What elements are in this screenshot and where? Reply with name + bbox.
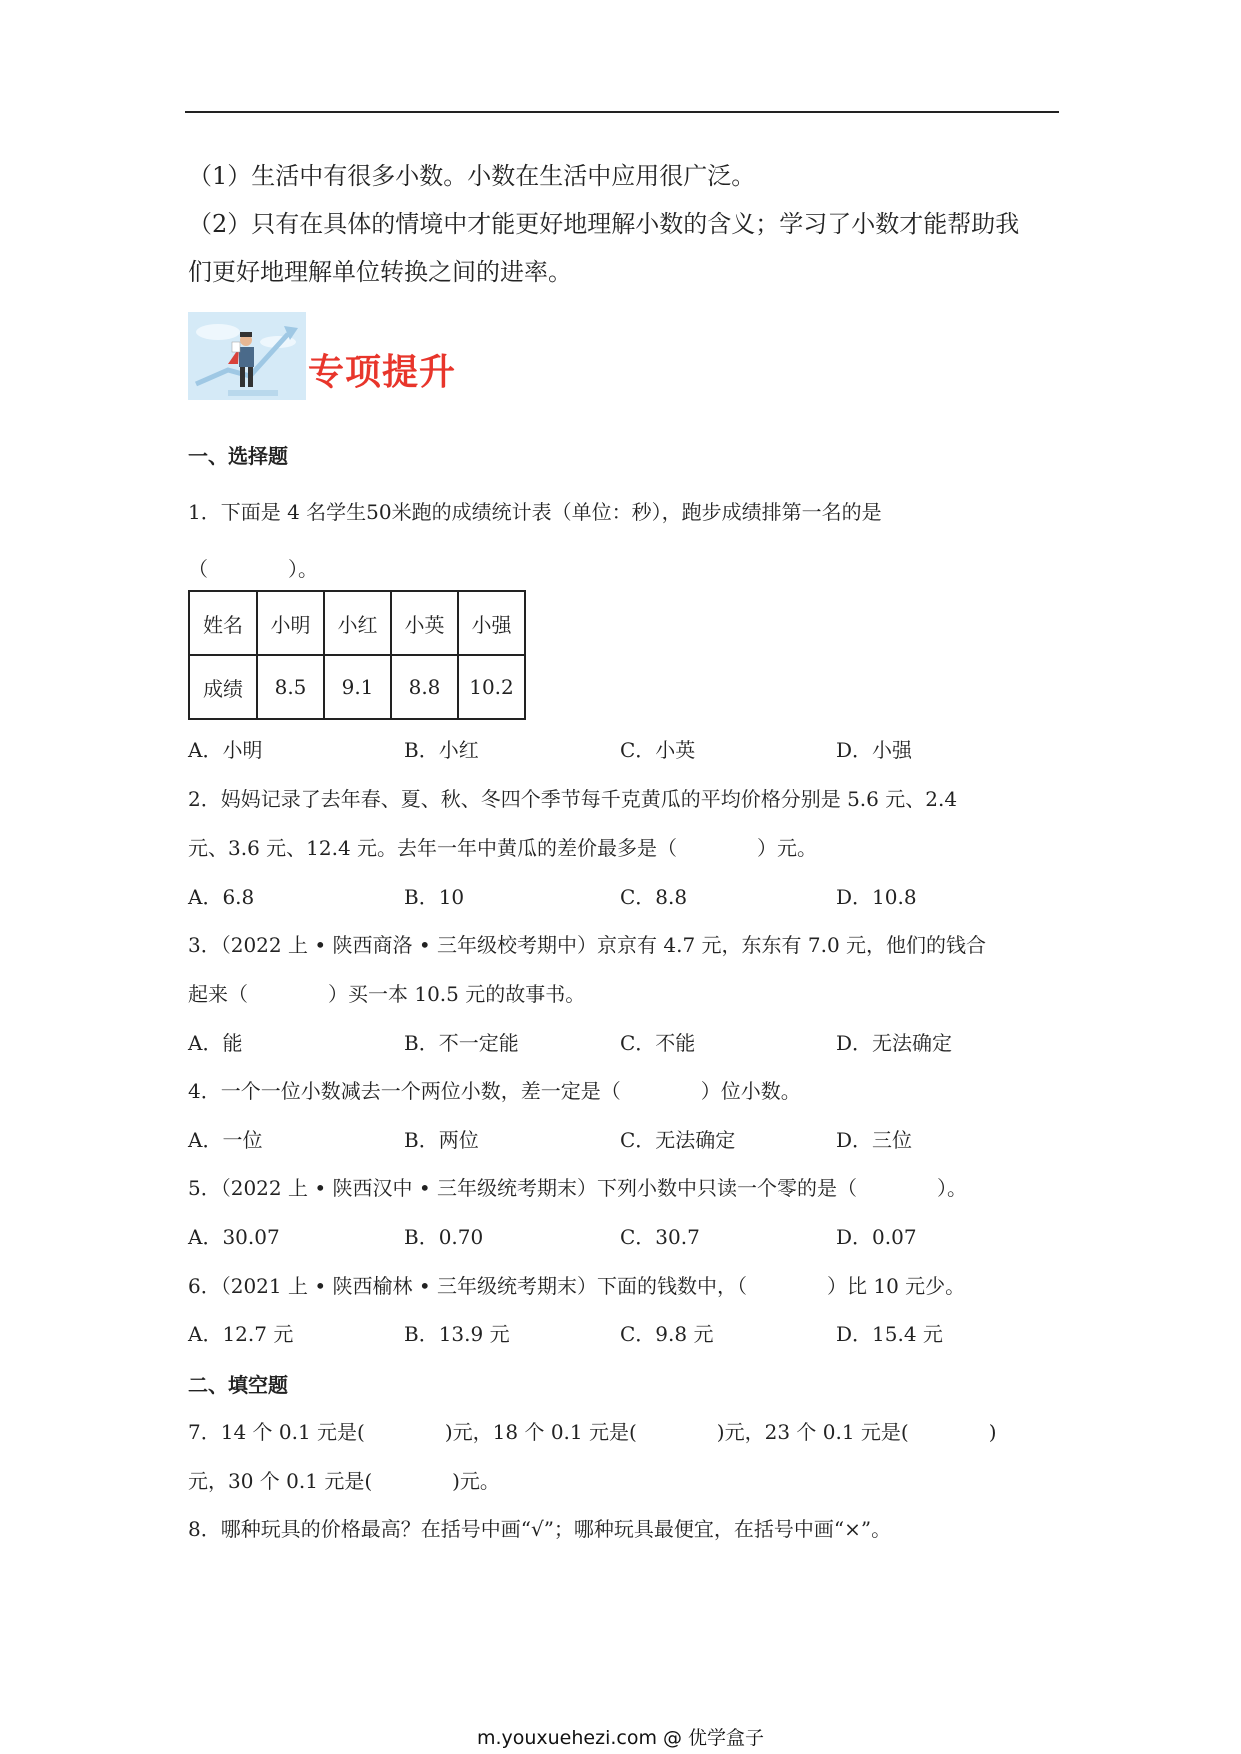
option-a: A．一位 xyxy=(188,1128,263,1152)
table-cell: 小明 xyxy=(257,591,324,655)
question-2-options xyxy=(188,881,1058,911)
option-c: C．小英 xyxy=(620,738,696,762)
option-d: D．15.4 元 xyxy=(836,1322,943,1346)
header-rule xyxy=(185,111,1059,113)
option-c: C．不能 xyxy=(620,1031,696,1055)
question-8-line-1: 8．哪种玩具的价格最高？在括号中画“√”；哪种玩具最便宜，在括号中画“×”。 xyxy=(188,1517,892,1541)
question-6-options xyxy=(188,1318,1058,1348)
option-a: A．6.8 xyxy=(188,885,255,909)
section-banner xyxy=(188,312,488,404)
score-table xyxy=(188,590,526,720)
option-d: D．10.8 xyxy=(836,885,917,909)
question-1-line-1: 1．下面是 4 名学生50米跑的成绩统计表（单位：秒），跑步成绩排第一名的是 xyxy=(188,500,882,524)
option-a: A．30.07 xyxy=(188,1225,280,1249)
intro-line-2: （2）只有在具体的情境中才能更好地理解小数的含义；学习了小数才能帮助我 xyxy=(188,210,1020,238)
question-3-line-2: 起来（ ）买一本 10.5 元的故事书。 xyxy=(188,982,586,1006)
table-cell: 8.5 xyxy=(257,655,324,719)
option-b: B．13.9 元 xyxy=(404,1322,510,1346)
question-5-line-1: 5．（2022 上 • 陕西汉中 • 三年级统考期末）下列小数中只读一个零的是（ ）。 xyxy=(188,1176,968,1200)
table-cell: 9.1 xyxy=(324,655,391,719)
option-a: A．能 xyxy=(188,1031,243,1055)
option-c: C．无法确定 xyxy=(620,1128,736,1152)
option-b: B．10 xyxy=(404,885,465,909)
option-c: C．8.8 xyxy=(620,885,688,909)
intro-line-3: 们更好地理解单位转换之间的进率。 xyxy=(188,258,572,286)
option-d: D．0.07 xyxy=(836,1225,917,1249)
table-cell: 小红 xyxy=(324,591,391,655)
section-choice-title: 一、选择题 xyxy=(188,444,288,468)
question-1-line-2: （ ）。 xyxy=(188,557,318,581)
question-2-line-1: 2．妈妈记录了去年春、夏、秋、冬四个季节每千克黄瓜的平均价格分别是 5.6 元、2.4 xyxy=(188,787,958,811)
question-3-line-1: 3．（2022 上 • 陕西商洛 • 三年级校考期中）京京有 4.7 元，东东有 7.0 元，他们的钱合 xyxy=(188,933,987,957)
footer-watermark: m.youxuehezi.com @ 优学盒子 xyxy=(476,1727,765,1749)
option-d: D．三位 xyxy=(836,1128,913,1152)
question-7-line-2: 元，30 个 0.1 元是( )元。 xyxy=(188,1469,500,1493)
option-d: D．小强 xyxy=(836,738,913,762)
table-cell: 姓名 xyxy=(189,591,257,655)
option-d: D．无法确定 xyxy=(836,1031,953,1055)
question-1-options xyxy=(188,734,1058,764)
question-5-options xyxy=(188,1221,1058,1251)
option-b: B．不一定能 xyxy=(404,1031,519,1055)
option-b: B．小红 xyxy=(404,738,479,762)
intro-line-1: （1）生活中有很多小数。小数在生活中应用很广泛。 xyxy=(188,162,756,190)
question-2-line-2: 元、3.6 元、12.4 元。去年一年中黄瓜的差价最多是（ ）元。 xyxy=(188,836,818,860)
option-c: C．9.8 元 xyxy=(620,1322,714,1346)
table-cell: 10.2 xyxy=(458,655,525,719)
table-cell: 小强 xyxy=(458,591,525,655)
table-cell: 8.8 xyxy=(391,655,458,719)
option-a: A．小明 xyxy=(188,738,263,762)
section-fill-title: 二、填空题 xyxy=(188,1373,288,1397)
question-7-line-1: 7．14 个 0.1 元是( )元，18 个 0.1 元是( )元，23 个 0.1 元是( ) xyxy=(188,1420,997,1444)
banner-title: 专项提升 xyxy=(308,351,457,393)
option-c: C．30.7 xyxy=(620,1225,700,1249)
student-illustration-icon xyxy=(188,312,306,400)
table-cell: 小英 xyxy=(391,591,458,655)
question-6-line-1: 6．（2021 上 • 陕西榆林 • 三年级统考期末）下面的钱数中，（ ）比 10 元少。 xyxy=(188,1274,966,1298)
table-cell: 成绩 xyxy=(189,655,257,719)
question-3-options xyxy=(188,1027,1058,1057)
option-b: B．两位 xyxy=(404,1128,479,1152)
question-4-line-1: 4．一个一位小数减去一个两位小数，差一定是（ ）位小数。 xyxy=(188,1079,801,1103)
table-row xyxy=(189,655,525,719)
option-a: A．12.7 元 xyxy=(188,1322,294,1346)
question-4-options xyxy=(188,1124,1058,1154)
option-b: B．0.70 xyxy=(404,1225,484,1249)
table-row xyxy=(189,591,525,655)
